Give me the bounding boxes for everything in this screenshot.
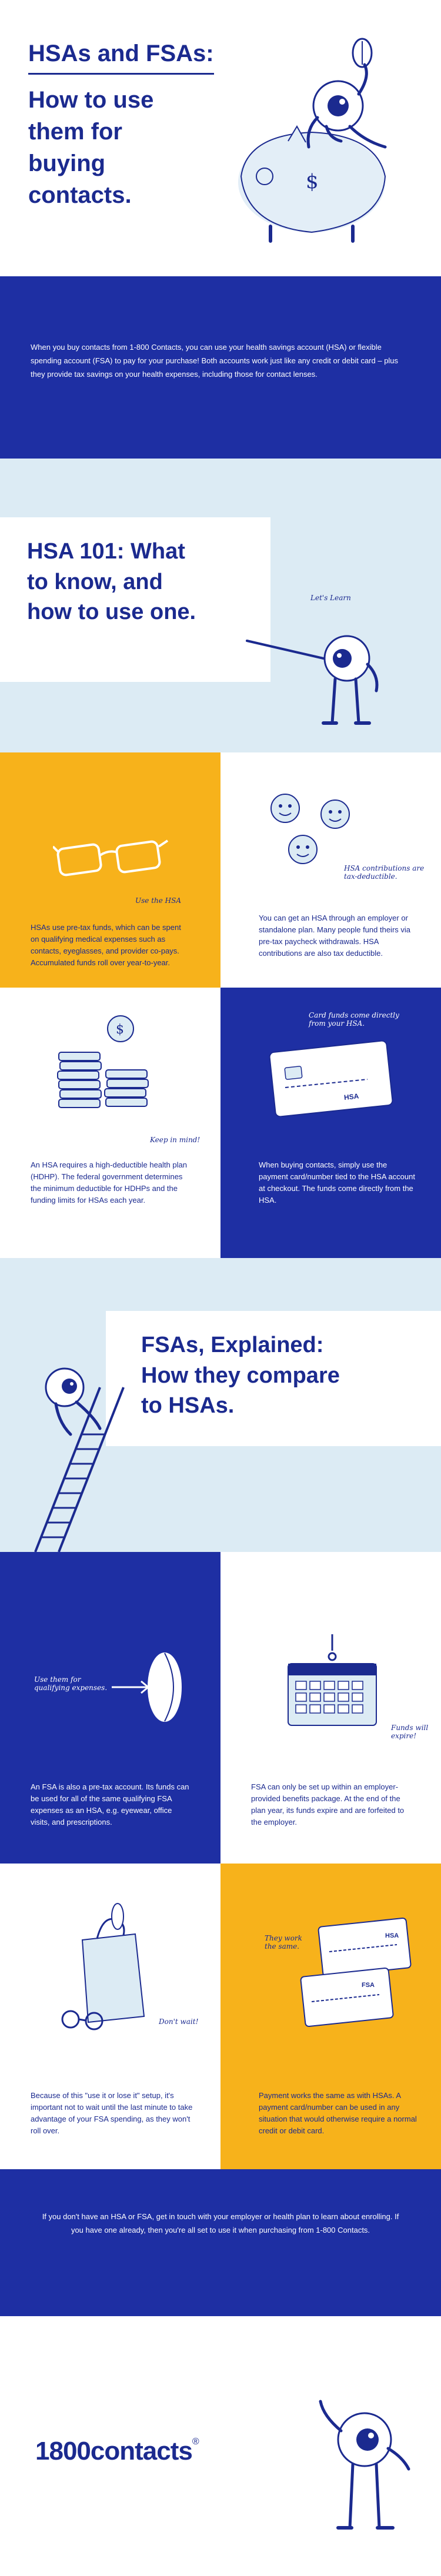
contact-lens-icon: [106, 1640, 188, 1734]
hsa101-title-line: how to use one.: [27, 600, 196, 624]
fsa-card-expire: [220, 1552, 441, 1864]
fsa-card-dont-wait-text: Because of this "use it or lose it" setup, it's important not to wait until the last minute to take advantage of your FSA spending, as they won't roll over.: [31, 2091, 193, 2136]
hsa-card-tax-deductible: [220, 752, 441, 988]
piggy-bank-illustration: [223, 29, 423, 253]
glasses-icon: [53, 829, 171, 882]
shopping-bag-icon: [47, 1899, 176, 2034]
hsa-card-payment-note: Card funds come directly from your HSA.: [309, 1011, 399, 1028]
hsa-card-tax-deductible-note: HSA contributions are tax-deductible.: [344, 864, 425, 881]
hero-title-line: buying: [28, 150, 106, 176]
hsa-card-payment-text: When buying contacts, simply use the payment card/number tied to the HSA account at checkout. The funds come directly from the HSA.: [259, 1160, 415, 1205]
two-payment-cards-icon: [297, 1916, 426, 2034]
fsa-card-expire-text: FSA can only be set up within an employer-provided benefits package. At the end of the plan year, its funds expire and are forfeited to the employer.: [251, 1782, 405, 1827]
intro-section: [0, 276, 441, 459]
hsa101-section: [0, 459, 441, 752]
hsa-card-tax-deductible-text: You can get an HSA through an employer or standalone plan. Many people fund theirs via pre-tax paycheck withdrawals. HSA contributions are also tax deductible.: [259, 914, 411, 958]
footer-cta-section: [0, 2169, 441, 2316]
hsa-card-pretax: [0, 752, 220, 988]
svg-text:$: $: [306, 170, 319, 193]
brand-logo-text: 1800contacts: [35, 2437, 192, 2465]
hsa-card-hdhp: [0, 988, 220, 1258]
hsa-card-hdhp-note: Keep in mind!: [150, 1136, 201, 1144]
brand-logo: [35, 2437, 199, 2466]
fsa-cards-section: [0, 1552, 441, 2169]
waving-character-illustration: [306, 2351, 423, 2563]
fsa-card-dont-wait: [0, 1864, 220, 2169]
hero-title-line: How to use: [28, 87, 154, 113]
fsa-card-same-payment: [220, 1864, 441, 2169]
hsa101-title-line: HSA 101: What: [27, 539, 185, 564]
calendar-icon: [279, 1634, 385, 1728]
hero-section: [0, 0, 441, 276]
fsa-card-same-payment-text: Payment works the same as with HSAs. A payment card/number can be used in any situation that would otherwise require a normal credit or debit card.: [259, 2091, 417, 2136]
fsa-card-pretax: [0, 1552, 220, 1864]
fsa-title-line: to HSAs.: [141, 1393, 235, 1418]
logo-section: [0, 2316, 441, 2576]
fsa-header-section: [0, 1258, 441, 1552]
hsa-card-pretax-note: Use the HSA: [135, 896, 182, 905]
hsa-card-hdhp-text: An HSA requires a high-deductible health plan (HDHP). The federal government determines the minimum deductible for HDHPs and the funding limits for HSAs each year.: [31, 1160, 187, 1205]
smiley-faces-icon: [262, 785, 362, 873]
pointer-character-illustration: [235, 600, 412, 747]
fsa-card-pretax-note: Use them for qualifying expenses.: [34, 1675, 108, 1692]
fsa-title-line: FSAs, Explained:: [141, 1333, 324, 1357]
ladder-character-illustration: [12, 1352, 129, 1552]
brand-logo-mark: ®: [192, 2437, 199, 2447]
hsa-card-pretax-text: HSAs use pre-tax funds, which can be spent on qualifying medical expenses such as contacts, eyeglasses, and provider co-pays. Accumulated funds roll over year-to-year.: [31, 923, 181, 968]
payment-card-icon: [268, 1041, 397, 1117]
payment-card-label: HSA: [343, 1092, 359, 1102]
intro-text: When you buy contacts from 1-800 Contacts, you can use your health savings account (HSA) or flexible spending account (FSA) to pay for your purchase! Both accounts work just like any credit or debit card – plus they provide tax savings on your health expenses, including those for contact lenses.: [31, 343, 399, 379]
fsa-card-expire-note: Funds will expire!: [391, 1724, 429, 1740]
hsa101-note: Let's Learn: [310, 594, 351, 602]
svg-text:$: $: [116, 1022, 124, 1037]
fsa-title-line: How they compare: [141, 1363, 340, 1388]
card-label-fsa: FSA: [362, 1982, 375, 1989]
hsa101-title-line: to know, and: [27, 569, 163, 594]
fsa-card-same-payment-note: They work the same.: [265, 1934, 302, 1951]
fsa-card-pretax-text: An FSA is also a pre-tax account. Its funds can be used for all of the same qualifying FSA expenses as an HSA, e.g. eyewear, office visits, and prescriptions.: [31, 1782, 189, 1827]
card-label-hsa: HSA: [385, 1932, 399, 1939]
hero-title-line: HSAs and FSAs:: [28, 39, 214, 75]
fsa-card-dont-wait-note: Don't wait!: [159, 2018, 199, 2026]
footer-text: If you don't have an HSA or FSA, get in touch with your employer or health plan to learn about enrolling. If you have one already, then you're all set to use it when purchasing from 1-800 Contacts.: [42, 2212, 399, 2234]
fsa-title: [141, 1332, 435, 1420]
coin-stack-icon: [47, 1011, 165, 1140]
hero-title-line: them for: [28, 119, 122, 145]
hero-title-line: contacts.: [28, 182, 132, 208]
hsa-card-payment: [220, 988, 441, 1258]
hsa-cards-section: [0, 752, 441, 1340]
hsa101-title: [27, 538, 262, 627]
